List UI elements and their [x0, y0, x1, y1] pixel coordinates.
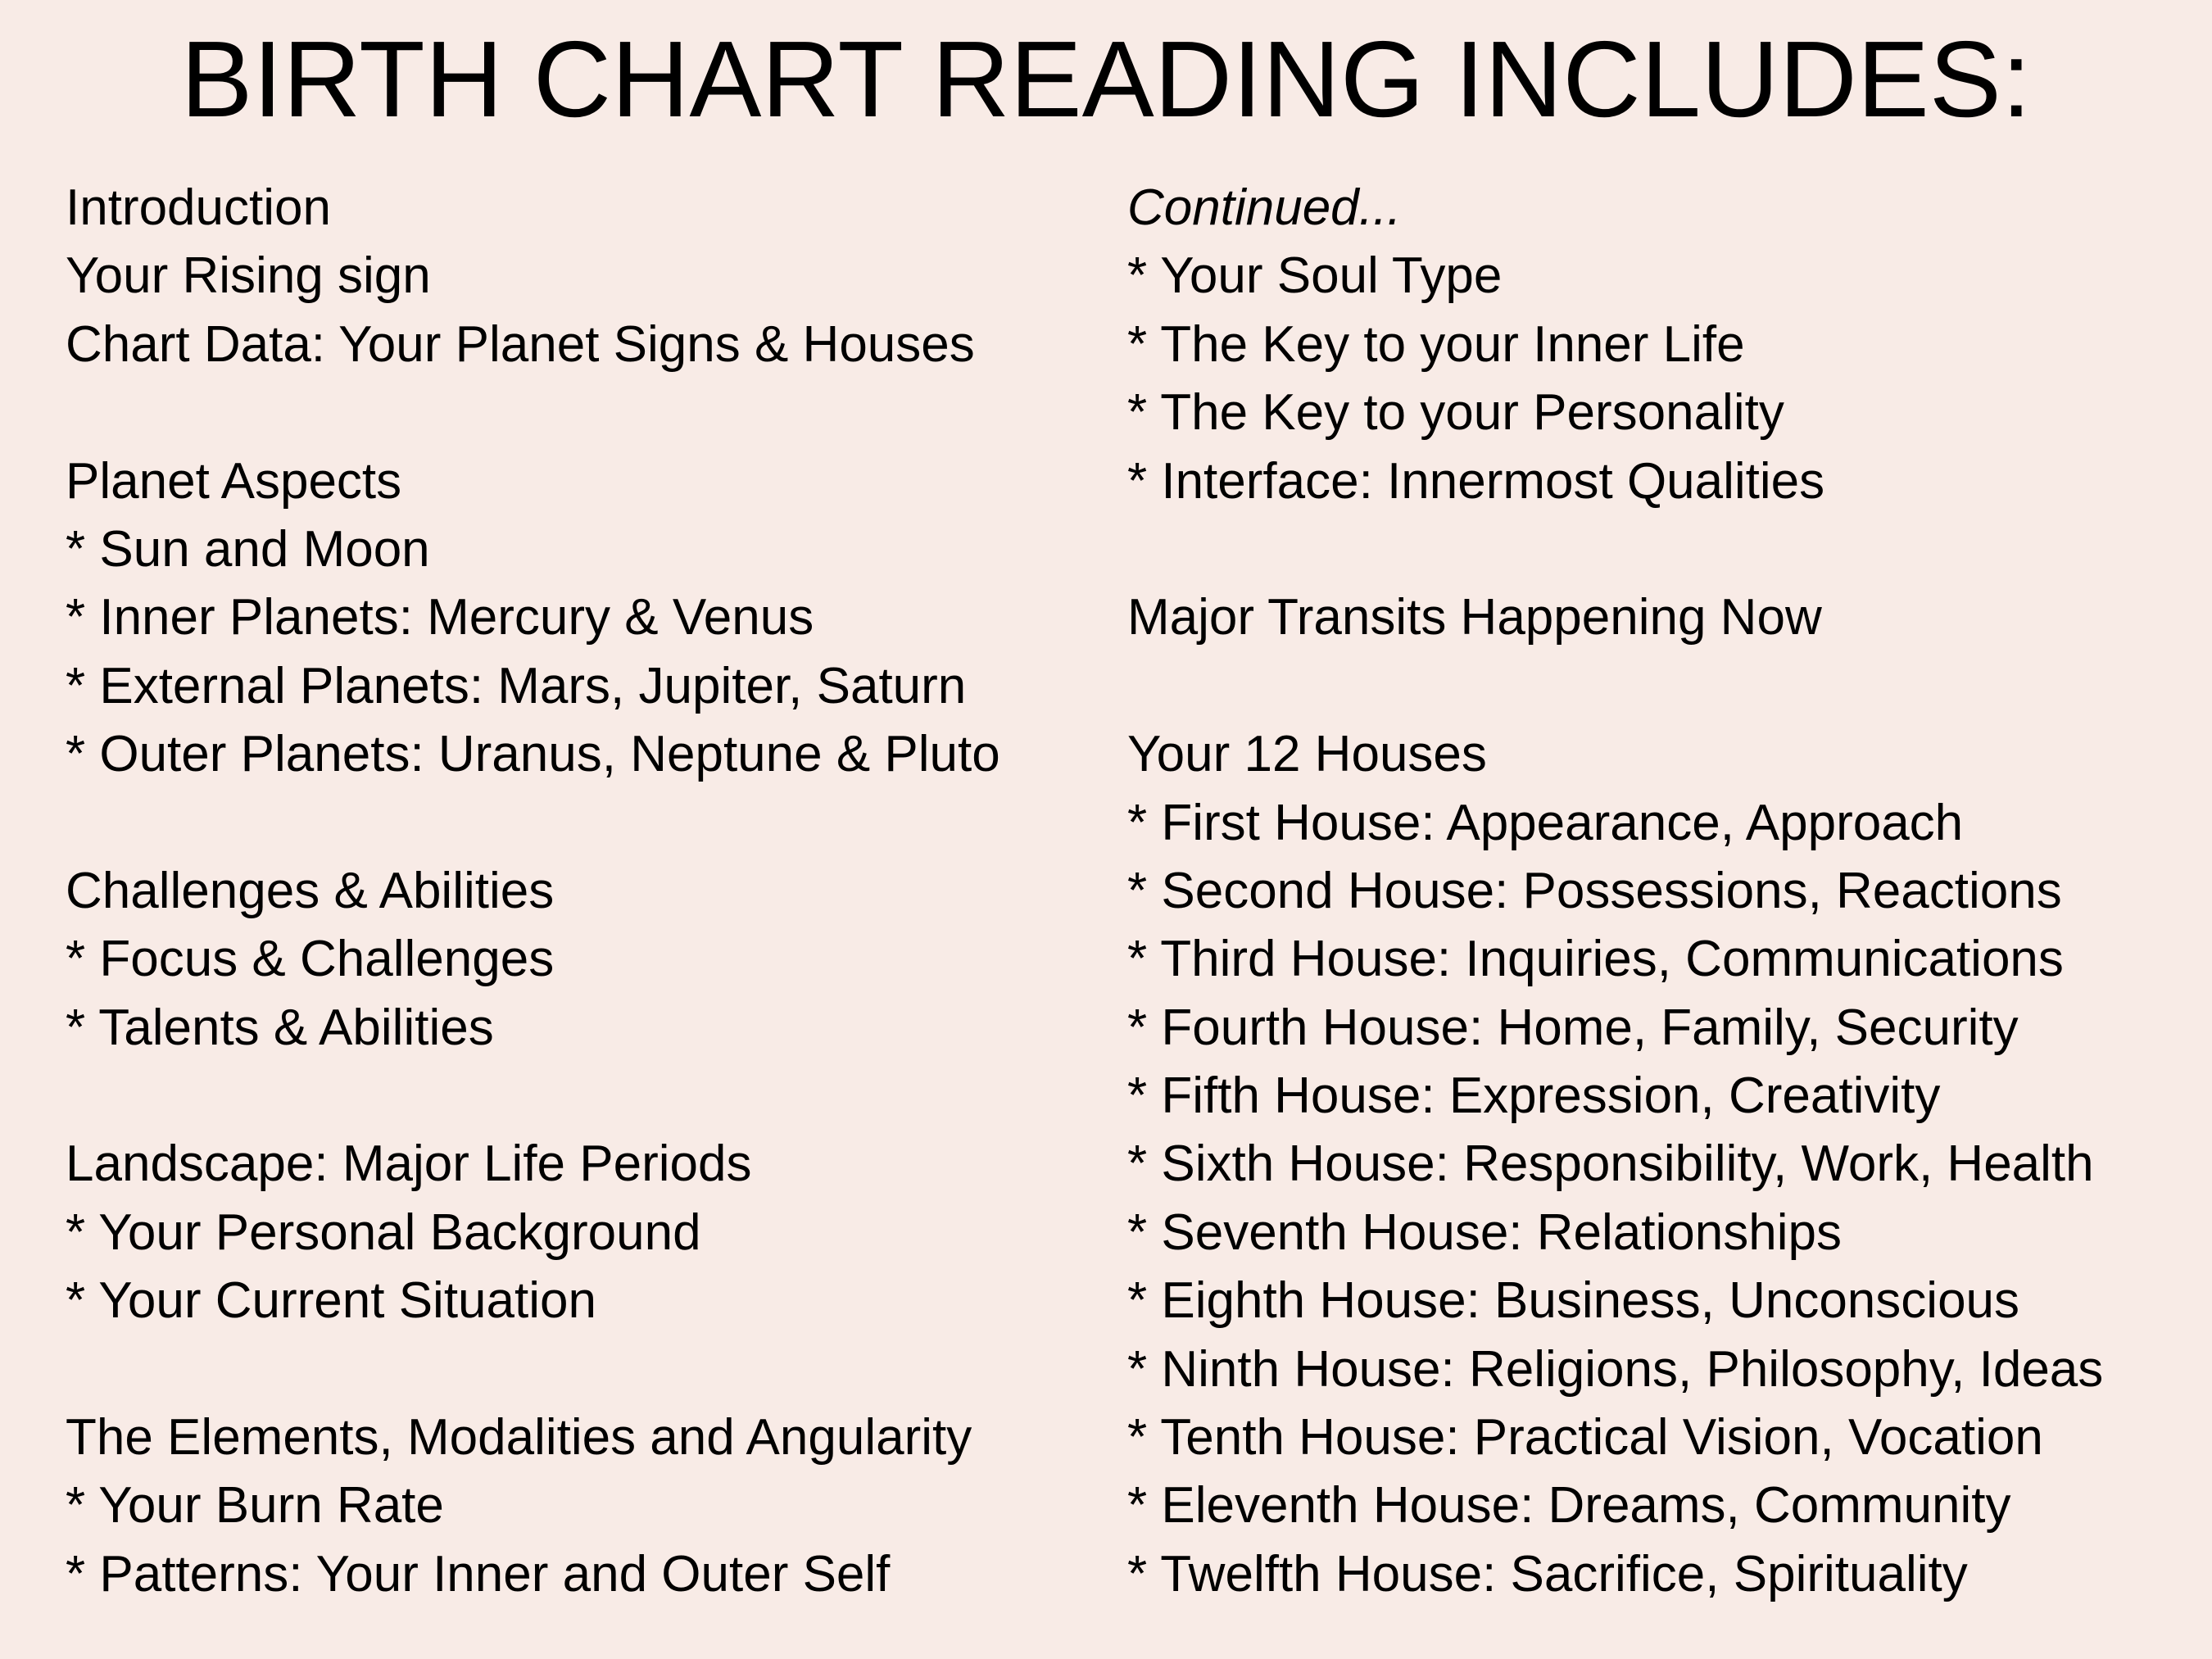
- list-item: * Second House: Possessions, Reactions: [1127, 862, 2062, 919]
- spacer: [1127, 515, 2201, 583]
- list-item: * First House: Appearance, Approach: [1127, 794, 1964, 851]
- list-item: * Your Current Situation: [66, 1272, 596, 1330]
- list-item: * External Planets: Mars, Jupiter, Saturn: [66, 657, 967, 714]
- list-item: * Interface: Innermost Qualities: [1127, 452, 1825, 510]
- section-heading: Your 12 Houses: [1127, 726, 1487, 783]
- list-item: * Talents & Abilities: [66, 999, 494, 1056]
- left-column: [66, 174, 1131, 1608]
- list-item: * Ninth House: Religions, Philosophy, Ideas: [1127, 1340, 2104, 1398]
- list-item: * The Key to your Personality: [1127, 384, 1784, 442]
- section-heading: The Elements, Modalities and Angularity: [66, 1409, 972, 1466]
- right-column: [1127, 174, 2201, 1608]
- spacer: [66, 1335, 1131, 1403]
- list-item: * Your Soul Type: [1127, 247, 1503, 305]
- page-title: BIRTH CHART READING INCLUDES:: [180, 19, 2032, 139]
- spacer: [66, 378, 1131, 446]
- list-item: * Inner Planets: Mercury & Venus: [66, 589, 814, 646]
- list-item: * Eleventh House: Dreams, Community: [1127, 1477, 2011, 1534]
- list-item: * Third House: Inquiries, Communications: [1127, 931, 2064, 988]
- list-item: Chart Data: Your Planet Signs & Houses: [66, 315, 975, 373]
- list-item: * Eighth House: Business, Unconscious: [1127, 1272, 2020, 1330]
- list-item: * Your Burn Rate: [66, 1477, 444, 1534]
- list-item: * Sixth House: Responsibility, Work, Health: [1127, 1135, 2094, 1193]
- section-heading: Landscape: Major Life Periods: [66, 1135, 752, 1193]
- list-item: * Twelfth House: Sacrifice, Spirituality: [1127, 1545, 1968, 1602]
- list-item: * Outer Planets: Uranus, Neptune & Pluto: [66, 726, 1000, 783]
- list-item: * Fourth House: Home, Family, Security: [1127, 999, 2019, 1056]
- list-item: * Fifth House: Expression, Creativity: [1127, 1067, 1941, 1125]
- list-item: * Tenth House: Practical Vision, Vocation: [1127, 1409, 2043, 1466]
- section-heading: Planet Aspects: [66, 452, 402, 510]
- list-item: * Your Personal Background: [66, 1203, 701, 1261]
- list-item: Your Rising sign: [66, 247, 431, 305]
- list-item: * Seventh House: Relationships: [1127, 1203, 1842, 1261]
- list-item: * Sun and Moon: [66, 520, 430, 578]
- spacer: [66, 1062, 1131, 1130]
- spacer: [66, 789, 1131, 857]
- section-heading: Challenges & Abilities: [66, 862, 555, 919]
- continued-label: Continued...: [1127, 179, 1402, 236]
- list-item: * Patterns: Your Inner and Outer Self: [66, 1545, 891, 1602]
- list-item: Introduction: [66, 179, 331, 236]
- list-item: * The Key to your Inner Life: [1127, 315, 1745, 373]
- section-heading: Major Transits Happening Now: [1127, 589, 1822, 646]
- list-item: * Focus & Challenges: [66, 931, 555, 988]
- spacer: [1127, 652, 2201, 720]
